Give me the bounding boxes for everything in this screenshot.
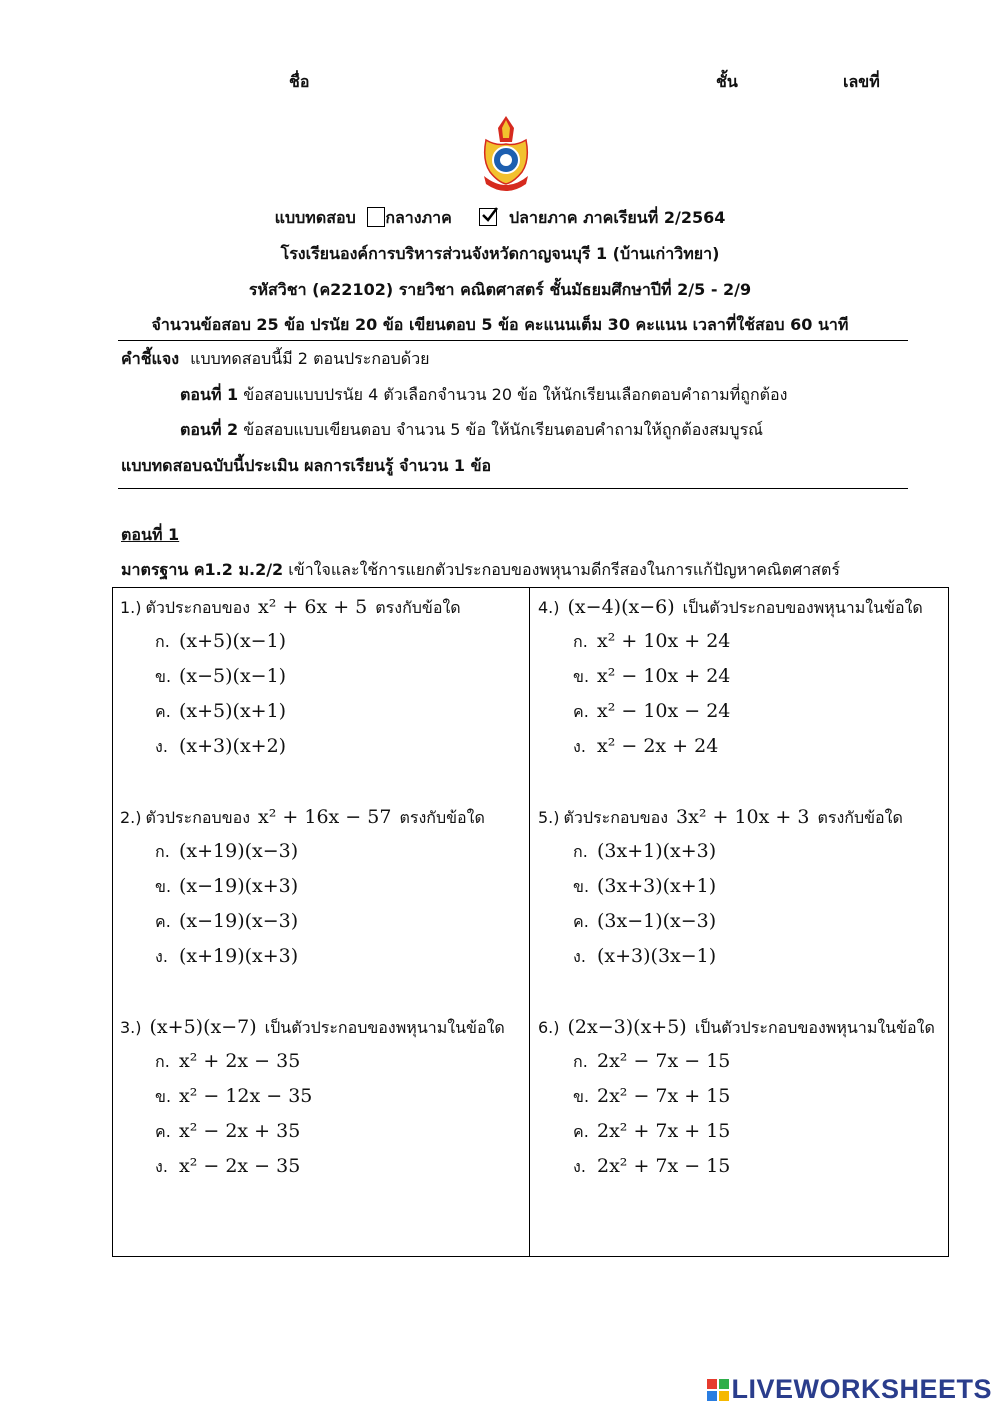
option-expression: x² − 10x + 24 bbox=[597, 665, 731, 687]
watermark-text: LIVEWORKSHEETS bbox=[731, 1374, 992, 1404]
option-label: ค. bbox=[155, 1122, 171, 1141]
option-label: ก. bbox=[573, 1052, 588, 1071]
answer-option[interactable] bbox=[155, 910, 298, 935]
answer-option[interactable] bbox=[155, 840, 298, 865]
question-expression: x² + 16x − 57 bbox=[258, 806, 392, 828]
option-label: ก. bbox=[573, 632, 588, 651]
option-label: ง. bbox=[573, 737, 586, 756]
option-expression: (3x+1)(x+3) bbox=[597, 840, 717, 862]
part2-instruction bbox=[180, 418, 763, 443]
option-expression: x² − 2x + 35 bbox=[179, 1120, 301, 1142]
question-number: 2.) bbox=[120, 808, 142, 827]
question-title bbox=[538, 806, 903, 831]
question-suffix: ตรงกับข้อใด bbox=[375, 598, 461, 617]
option-label: ง. bbox=[155, 737, 168, 756]
school-name: โรงเรียนองค์การบริหารส่วนจังหวัดกาญจนบุรี 1 (บ้านเก่าวิทยา) bbox=[280, 244, 720, 263]
question-expression: 3x² + 10x + 3 bbox=[676, 806, 810, 828]
exam-type-label: แบบทดสอบ bbox=[274, 208, 356, 227]
question-suffix: เป็นตัวประกอบของพหุนามในข้อใด bbox=[694, 1018, 935, 1037]
option-expression: (3x−1)(x−3) bbox=[597, 910, 717, 932]
answer-option[interactable] bbox=[155, 1085, 312, 1110]
option-label: ค. bbox=[155, 702, 171, 721]
answer-option[interactable] bbox=[155, 875, 298, 900]
answer-option[interactable] bbox=[155, 1155, 300, 1180]
part2-label: ตอนที่ 2 bbox=[180, 420, 239, 439]
option-label: ค. bbox=[155, 912, 171, 931]
option-expression: (x+5)(x−1) bbox=[179, 630, 287, 652]
question-title bbox=[538, 596, 923, 621]
midterm-label: กลางภาค bbox=[385, 208, 452, 227]
standard-label: มาตรฐาน ค1.2 ม.2/2 bbox=[121, 560, 284, 579]
answer-option[interactable] bbox=[573, 1050, 730, 1075]
answer-option[interactable] bbox=[573, 665, 730, 690]
question-expression: (x+5)(x−7) bbox=[149, 1016, 257, 1038]
option-expression: x² − 12x − 35 bbox=[179, 1085, 313, 1107]
final-checkbox[interactable] bbox=[479, 208, 497, 226]
option-expression: 2x² + 7x + 15 bbox=[597, 1120, 731, 1142]
question-title bbox=[538, 1016, 935, 1041]
exam-type-line bbox=[0, 206, 1000, 231]
standard-line bbox=[121, 558, 840, 583]
question-expression: (x−4)(x−6) bbox=[567, 596, 675, 618]
answer-option[interactable] bbox=[573, 1155, 730, 1180]
option-expression: (x+19)(x+3) bbox=[179, 945, 299, 967]
subject-line: รหัสวิชา (ค22102) รายวิชา คณิตศาสตร์ ชั้นมัธยมศึกษาปีที่ 2/5 - 2/9 bbox=[248, 280, 752, 299]
option-expression: (x−19)(x+3) bbox=[179, 875, 299, 897]
standard-text: เข้าใจและใช้การแยกตัวประกอบของพหุนามดีกรีสองในการแก้ปัญหาคณิตศาสตร์ bbox=[288, 560, 840, 579]
option-expression: x² − 2x + 24 bbox=[597, 735, 719, 757]
option-label: ค. bbox=[573, 912, 589, 931]
question-title bbox=[120, 806, 485, 831]
final-label: ปลายภาค ภาคเรียนที่ 2/2564 bbox=[509, 208, 726, 227]
answer-option[interactable] bbox=[573, 945, 716, 970]
check-icon bbox=[481, 206, 499, 224]
option-expression: 2x² − 7x + 15 bbox=[597, 1085, 731, 1107]
question-number: 6.) bbox=[538, 1018, 560, 1037]
midterm-checkbox[interactable] bbox=[367, 207, 385, 227]
option-expression: x² + 10x + 24 bbox=[597, 630, 731, 652]
option-label: ง. bbox=[573, 1157, 586, 1176]
question-expression: x² + 6x + 5 bbox=[258, 596, 368, 618]
answer-option[interactable] bbox=[573, 1120, 730, 1145]
option-label: ง. bbox=[155, 947, 168, 966]
question-prefix: ตัวประกอบของ bbox=[145, 598, 251, 617]
answer-option[interactable] bbox=[573, 1085, 730, 1110]
question-number: 3.) bbox=[120, 1018, 142, 1037]
question-number: 5.) bbox=[538, 808, 560, 827]
answer-option[interactable] bbox=[573, 700, 730, 725]
question-prefix: ตัวประกอบของ bbox=[563, 808, 669, 827]
answer-option[interactable] bbox=[155, 945, 298, 970]
answer-option[interactable] bbox=[155, 700, 286, 725]
option-label: ข. bbox=[573, 877, 590, 896]
question-expression: (2x−3)(x+5) bbox=[567, 1016, 687, 1038]
option-label: ข. bbox=[155, 1087, 172, 1106]
exam-summary: จำนวนข้อสอบ 25 ข้อ ปรนัย 20 ข้อ เขียนตอบ 5 ข้อ คะแนนเต็ม 30 คะแนน เวลาที่ใช้สอบ 60 นาที bbox=[151, 315, 849, 334]
option-label: ข. bbox=[155, 877, 172, 896]
answer-option[interactable] bbox=[573, 840, 716, 865]
question-prefix: ตัวประกอบของ bbox=[145, 808, 251, 827]
section-title: ตอนที่ 1 bbox=[121, 525, 180, 544]
instructions bbox=[121, 347, 430, 372]
option-expression: (3x+3)(x+1) bbox=[597, 875, 717, 897]
option-expression: (x+3)(3x−1) bbox=[597, 945, 717, 967]
question-number: 4.) bbox=[538, 598, 560, 617]
liveworksheets-logo-icon bbox=[707, 1379, 729, 1401]
part2-text: ข้อสอบแบบเขียนตอบ จำนวน 5 ข้อ ให้นักเรียนตอบคำถามให้ถูกต้องสมบูรณ์ bbox=[243, 420, 764, 439]
answer-option[interactable] bbox=[573, 735, 718, 760]
option-label: ก. bbox=[155, 632, 170, 651]
option-expression: (x+19)(x−3) bbox=[179, 840, 299, 862]
option-expression: x² − 10x − 24 bbox=[597, 700, 731, 722]
option-expression: 2x² − 7x − 15 bbox=[597, 1050, 731, 1072]
option-label: ข. bbox=[573, 1087, 590, 1106]
option-expression: (x+5)(x+1) bbox=[179, 700, 287, 722]
option-expression: (x−19)(x−3) bbox=[179, 910, 299, 932]
question-suffix: เป็นตัวประกอบของพหุนามในข้อใด bbox=[264, 1018, 505, 1037]
part1-label: ตอนที่ 1 bbox=[180, 385, 239, 404]
option-expression: (x+3)(x+2) bbox=[179, 735, 287, 757]
answer-option[interactable] bbox=[155, 1120, 300, 1145]
assessment-line: แบบทดสอบฉบับนี้ประเมิน ผลการเรียนรู้ จำนวน 1 ข้อ bbox=[121, 456, 492, 475]
answer-option[interactable] bbox=[573, 875, 716, 900]
instructions-text: แบบทดสอบนี้มี 2 ตอนประกอบด้วย bbox=[190, 349, 430, 368]
question-number: 1.) bbox=[120, 598, 142, 617]
option-label: ข. bbox=[155, 667, 172, 686]
option-label: ข. bbox=[573, 667, 590, 686]
answer-option[interactable] bbox=[155, 735, 286, 760]
option-label: ก. bbox=[155, 842, 170, 861]
answer-option[interactable] bbox=[573, 630, 730, 655]
option-expression: (x−5)(x−1) bbox=[179, 665, 287, 687]
option-label: ก. bbox=[155, 1052, 170, 1071]
question-title bbox=[120, 596, 461, 621]
answer-option[interactable] bbox=[155, 665, 286, 690]
question-suffix: ตรงกับข้อใด bbox=[399, 808, 485, 827]
option-label: ก. bbox=[573, 842, 588, 861]
question-suffix: เป็นตัวประกอบของพหุนามในข้อใด bbox=[682, 598, 923, 617]
option-expression: x² − 2x − 35 bbox=[179, 1155, 301, 1177]
name-label: ชื่อ bbox=[289, 72, 310, 91]
instructions-label: คำชี้แจง bbox=[121, 349, 180, 368]
option-label: ค. bbox=[573, 702, 589, 721]
question-title bbox=[120, 1016, 505, 1041]
answer-option[interactable] bbox=[155, 1050, 300, 1075]
answer-option[interactable] bbox=[573, 910, 716, 935]
school-logo bbox=[476, 114, 536, 192]
option-expression: 2x² + 7x − 15 bbox=[597, 1155, 731, 1177]
divider-bottom bbox=[118, 488, 908, 489]
divider-top bbox=[118, 340, 908, 341]
number-label: เลขที่ bbox=[843, 72, 880, 91]
liveworksheets-watermark bbox=[707, 1374, 992, 1405]
answer-option[interactable] bbox=[155, 630, 286, 655]
option-label: ง. bbox=[573, 947, 586, 966]
part1-instruction bbox=[180, 383, 787, 408]
question-suffix: ตรงกับข้อใด bbox=[817, 808, 903, 827]
option-expression: x² + 2x − 35 bbox=[179, 1050, 301, 1072]
option-label: ง. bbox=[155, 1157, 168, 1176]
part1-text: ข้อสอบแบบปรนัย 4 ตัวเลือกจำนวน 20 ข้อ ให้นักเรียนเลือกตอบคำถามที่ถูกต้อง bbox=[243, 385, 788, 404]
option-label: ค. bbox=[573, 1122, 589, 1141]
class-label: ชั้น bbox=[716, 72, 738, 91]
